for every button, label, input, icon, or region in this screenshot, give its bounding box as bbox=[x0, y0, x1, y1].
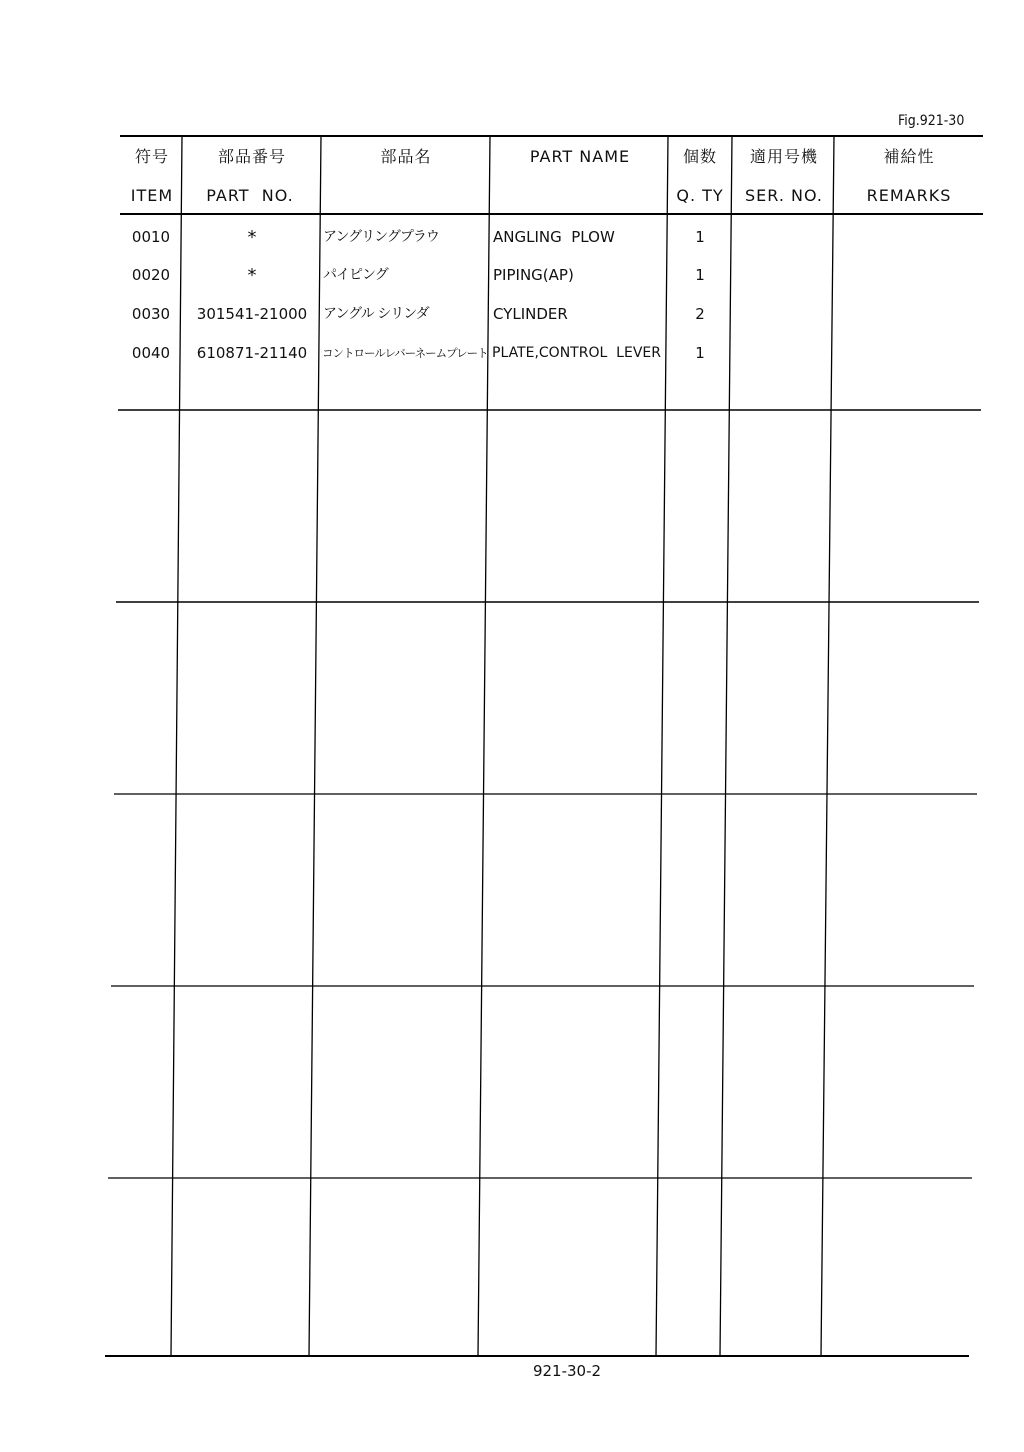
page-number: 921-30-2 bbox=[532, 1362, 602, 1380]
row-1-part-name-jp: アングリングプラウ bbox=[323, 229, 439, 245]
row-4-part-name-jp: コントロールレバーネームプレート bbox=[322, 346, 488, 360]
row-3-part-name-jp: アングル シリンダ bbox=[323, 306, 429, 322]
row-3-item: 0030 bbox=[131, 305, 171, 323]
row-3-qty: 2 bbox=[695, 305, 705, 323]
header-part-name: PART NAME bbox=[529, 147, 631, 166]
row-4-qty: 1 bbox=[695, 344, 705, 362]
row-4-part-name: PLATE,CONTROL LEVER bbox=[492, 345, 661, 361]
row-2-item: 0020 bbox=[131, 266, 171, 284]
row-3-part-no: 301541-21000 bbox=[196, 305, 308, 323]
row-4-item: 0040 bbox=[131, 344, 171, 362]
header-item-jp: 符号 bbox=[134, 147, 170, 166]
row-2-part-no: * bbox=[247, 265, 257, 286]
header-qty: Q. TY bbox=[676, 186, 724, 205]
row-2-qty: 1 bbox=[695, 266, 705, 284]
header-ser-no-jp: 適用号機 bbox=[749, 147, 819, 166]
header-remarks-jp: 補給性 bbox=[883, 147, 935, 166]
header-part-name-jp: 部品名 bbox=[380, 147, 432, 166]
header-qty-jp: 個数 bbox=[682, 147, 718, 166]
row-4-part-no: 610871-21140 bbox=[196, 344, 308, 362]
header-part-no: PART NO. bbox=[206, 186, 294, 205]
row-1-part-name: ANGLING PLOW bbox=[493, 228, 615, 246]
header-part-no-jp: 部品番号 bbox=[217, 147, 287, 166]
row-3-part-name: CYLINDER bbox=[493, 305, 568, 323]
row-2-part-name: PIPING(AP) bbox=[493, 266, 574, 284]
row-2-part-name-jp: パイピング bbox=[323, 267, 388, 283]
header-ser-no: SER. NO. bbox=[745, 186, 823, 205]
header-item: ITEM bbox=[130, 186, 174, 205]
row-1-part-no: * bbox=[247, 227, 257, 248]
row-1-qty: 1 bbox=[695, 228, 705, 246]
figure-label: Fig.921-30 bbox=[898, 113, 965, 129]
row-1-item: 0010 bbox=[131, 228, 171, 246]
header-remarks: REMARKS bbox=[866, 186, 952, 205]
